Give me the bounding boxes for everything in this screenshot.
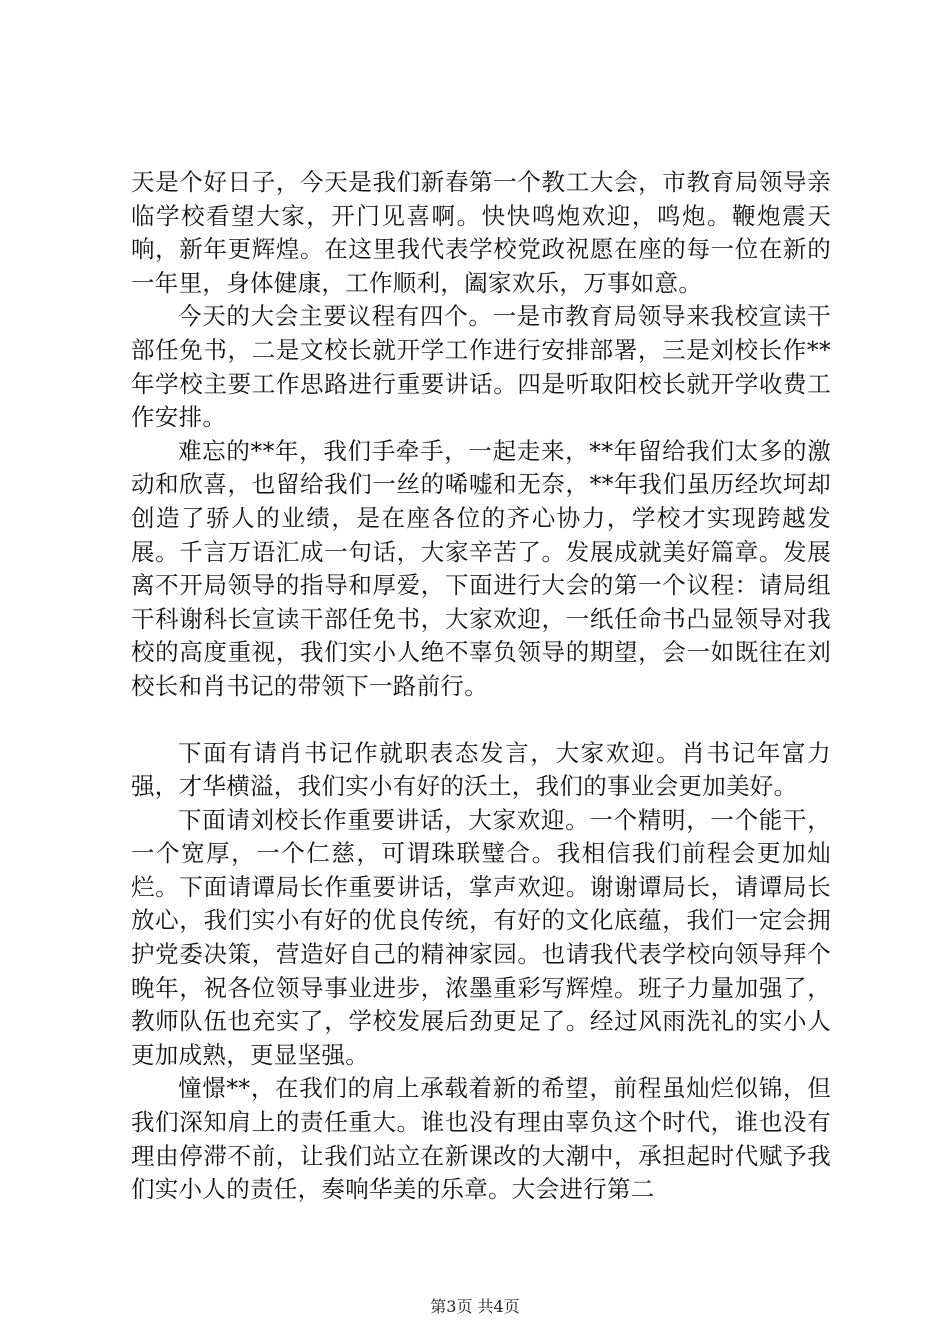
paragraph-principal-speech: 下面请刘校长作重要讲话，大家欢迎。一个精明，一个能干，一个宽厚，一个仁慈，可谓珠联璧合。我相信我们前程会更加灿烂。下面请谭局长作重要讲话，掌声欢迎。谢谢谭局长，请谭局长放心，我们实小有好的优良传统，有好的文化底蕴，我们一定会拥护党委决策，营造好自己的精神家园。也请我代表学校向领导拜个晚年，祝各位领导事业进步，浓墨重彩写辉煌。班子力量加强了，教师队伍也充实了，学校发展后劲更足了。经过风雨洗礼的实小人更加成熟，更显坚强。: [131, 805, 831, 1069]
paragraph-agenda: 今天的大会主要议程有四个。一是市教育局领导来我校宣读干部任免书，二是文校长就开学工作进行安排部署，三是刘校长作**年学校主要工作思路进行重要讲话。四是听取阳校长就开学收费工作安排。: [131, 302, 831, 432]
paragraph-opening: 天是个好日子，今天是我们新春第一个教工大会，市教育局领导亲临学校看望大家，开门见喜啊。快快鸣炮欢迎，鸣炮。鞭炮震天响，新年更辉煌。在这里我代表学校党政祝愿在座的每一位在新的一年里，身体健康，工作顺利，阖家欢乐，万事如意。: [131, 168, 831, 297]
document-body: [131, 166, 831, 1207]
paragraph-outlook: 憧憬**，在我们的肩上承载着新的希望，前程虽灿烂似锦，但我们深知肩上的责任重大。谁也没有理由辜负这个时代，谁也没有理由停滞不前，让我们站立在新课改的大潮中，承担起时代赋予我们实小人的责任，奏响华美的乐章。大会进行第二: [131, 1074, 831, 1204]
page-number-footer: 第3页 共4页: [430, 1297, 520, 1316]
paragraph-gap: [131, 704, 831, 737]
paragraph-secretary-speech: 下面有请肖书记作就职表态发言，大家欢迎。肖书记年富力强，才华横溢，我们实小有好的沃土，我们的事业会更加美好。: [131, 738, 831, 801]
paragraph-review: 难忘的**年，我们手牵手，一起走来，**年留给我们太多的激动和欣喜，也留给我们一丝的唏嘘和无奈，**年我们虽历经坎坷却创造了骄人的业绩，是在座各位的齐心协力，学校才实现跨越发展。千言万语汇成一句话，大家辛苦了。发展成就美好篇章。发展离不开局领导的指导和厚爱，下面进行大会的第一个议程：请局组干科谢科长宣读干部任免书，大家欢迎，一纸任命书凸显领导对我校的高度重视，我们实小人绝不辜负领导的期望，会一如既往在刘校长和肖书记的带领下一路前行。: [131, 436, 831, 700]
